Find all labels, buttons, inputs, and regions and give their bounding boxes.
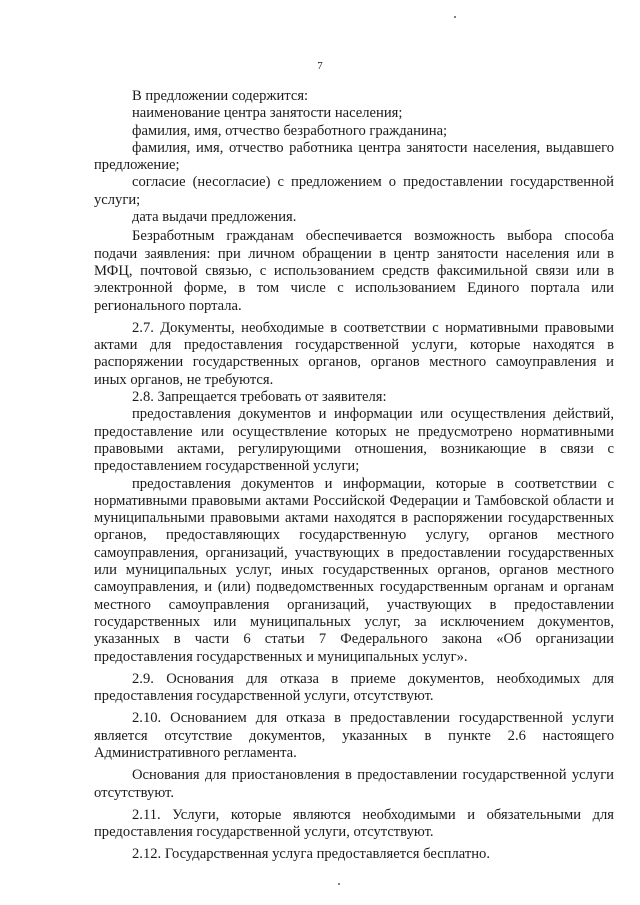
paragraph: дата выдачи предложения. (132, 209, 297, 226)
page-number: 7 (317, 60, 323, 72)
paragraph: согласие (несогласие) с предложением о предоставлении государственной услуги; (94, 174, 614, 208)
paragraph: 2.9. Основания для отказа в приеме документов, необходимых для предоставления государственной услуги, отсутствуют. (94, 670, 614, 705)
paragraph: предоставления документов и информации или осуществления действий, предоставление или осуществление которых не предусмотрено нормативными правовыми актами, регулирующими отношения, возникающие в связи с предоставлением государственной услуги; (94, 406, 614, 475)
paragraph: В предложении содержится: (132, 88, 309, 104)
paragraph: 2.11. Услуги, которые являются необходимыми и обязательными для предоставления государственной услуги, отсутствуют. (94, 806, 614, 841)
scan-speck (454, 16, 456, 18)
paragraph: 2.12. Государственная услуга предоставляется бесплатно. (132, 846, 491, 863)
document-body (94, 88, 614, 864)
paragraph: фамилия, имя, отчество работника центра занятости населения, выдавшего предложение; (94, 139, 614, 174)
scan-speck (338, 883, 340, 885)
paragraph: наименование центра занятости населения; (132, 105, 403, 122)
paragraph: фамилия, имя, отчество безработного гражданина; (132, 122, 448, 139)
paragraph: 2.10. Основанием для отказа в предоставлении государственной услуги является отсутствие документов, указанных в пункте 2.6 настоящего Административного регламента. (94, 710, 614, 761)
paragraph: 2.8. Запрещается требовать от заявителя: (132, 389, 387, 406)
paragraph: Безработным гражданам обеспечивается возможность выбора способа подачи заявления: при личном обращении в центр занятости населения или в МФЦ, почтовой связью, с использованием средств факсимильной связи или в электронной форме, в том числе с использованием Единого портала или регионального портала. (94, 228, 614, 314)
paragraph: предоставления документов и информации, которые в соответствии с нормативными правовыми актами Российской Федерации и Тамбовской области и муниципальными правовыми актами находятся в распоряжении государственных органов, предоставляющих государственную услугу, органов местного самоуправления, организаций, участвующих в предоставлении государственных или муниципальных услуг, иных государственных органов, органов местного самоуправления, и (или) подведомственных государственным органам и органам местного самоуправления организаций, участвующих в предоставлении государственных или муниципальных услуг, за исключением документов, указанных в части 6 статьи 7 Федерального закона «Об организации предоставления государственных и муниципальных услуг». (94, 475, 614, 665)
paragraph: Основания для приостановления в предоставлении государственной услуги отсутствуют. (94, 767, 614, 801)
paragraph: 2.7. Документы, необходимые в соответствии с нормативными правовыми актами для предоставления государственной услуги, которые находятся в распоряжении государственных органов, органов местного самоуправления и иных органов, не требуются. (94, 319, 614, 388)
